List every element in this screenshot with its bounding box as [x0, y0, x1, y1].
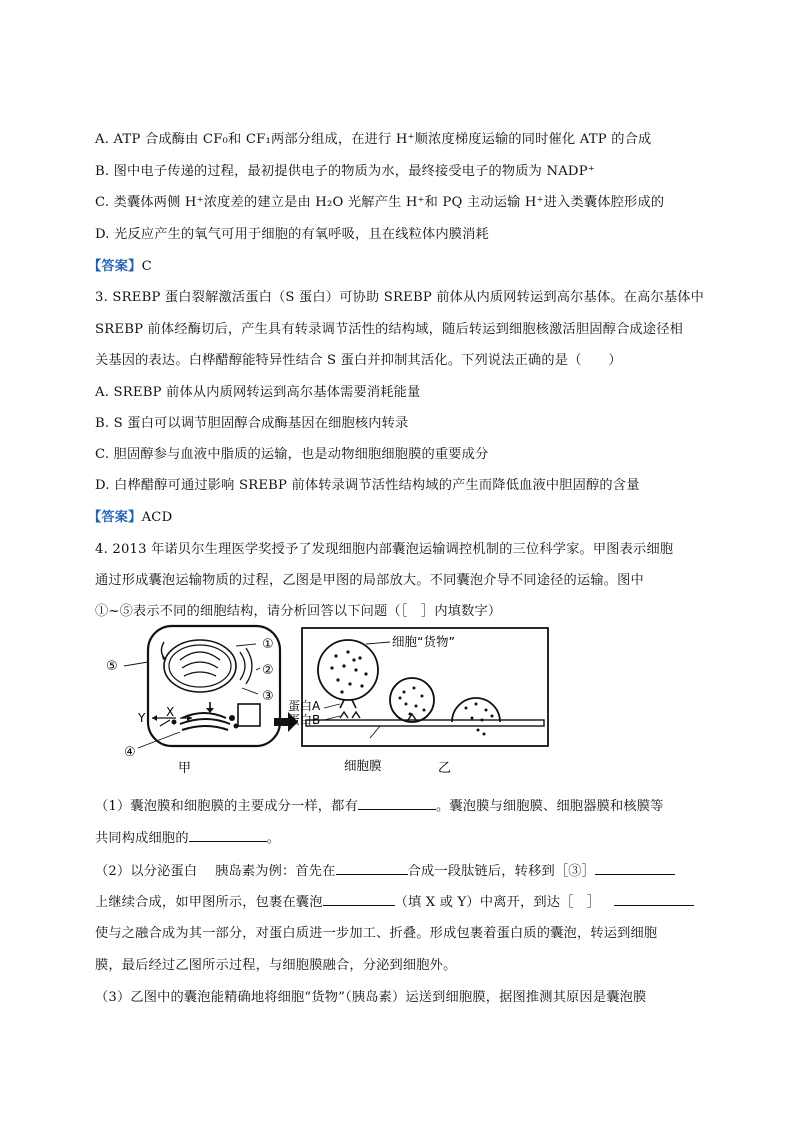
- answer-tag: 【答案】: [88, 510, 142, 525]
- text-segment: 上继续合成，如甲图所示，包裹在囊泡: [95, 895, 323, 910]
- q2-answer: [88, 255, 152, 274]
- label-y: Y: [138, 711, 146, 725]
- text-segment: （2）以分泌蛋白 胰岛素为例：首先在: [95, 864, 336, 879]
- label-yi: 乙: [438, 761, 452, 776]
- label-protein-a: 蛋白A: [288, 699, 321, 713]
- text-segment: 。: [266, 831, 281, 846]
- q3-answer: [88, 506, 172, 525]
- q4-part2-line3: 使与之融合成为其一部分，对蛋白质进一步加工、折叠。形成包裹着蛋白质的囊泡，转运到细胞: [95, 926, 658, 941]
- text-segment: （1）囊泡膜和细胞膜的主要成分一样，都有: [95, 799, 358, 814]
- q4-part2-line2: [95, 891, 694, 910]
- q2-option-b: B. 图中电子传递的过程，最初提供电子的物质为水，最终接受电子的物质为 NADP⁺: [95, 164, 595, 179]
- text-segment: （填 X 或 Y）中离开，到达［ ］: [394, 895, 601, 910]
- q3-option-d: D. 白桦醋醇可通过影响 SREBP 前体转录调节活性结构域的产生而降低血液中胆固醇的含量: [95, 478, 640, 493]
- answer-tag: 【答案】: [88, 259, 142, 274]
- q3-stem-line-2: SREBP 前体经酶切后，产生具有转录调节活性的结构域，随后转运到细胞核激活胆固醇合成途径相: [95, 322, 684, 337]
- answer-blank[interactable]: [595, 862, 675, 875]
- text-segment: 合成一段肽链后，转移到［③］: [407, 864, 596, 879]
- answer-blank[interactable]: [336, 862, 408, 875]
- label-3: ③: [262, 689, 274, 704]
- q4-stem-line-2: 通过形成囊泡运输物质的过程，乙图是甲图的局部放大。不同囊泡介导不同途径的运输。图中: [95, 573, 644, 588]
- q4-part1-line2: [95, 827, 280, 846]
- answer-blank[interactable]: [358, 797, 436, 810]
- q4-part3-line1: （3）乙图中的囊泡能精确地将细胞“货物”（胰岛素）运送到细胞膜，据图推测其原因是囊泡膜: [95, 990, 647, 1005]
- q4-stem-line-3: ①~⑤表示不同的细胞结构，请分析回答以下问题（［ ］内填数字）: [95, 604, 502, 619]
- q4-part1-line1: [95, 795, 664, 814]
- answer-value: C: [141, 259, 152, 274]
- label-5: ⑤: [106, 659, 118, 674]
- label-x: X: [166, 705, 175, 719]
- label-cargo: 细胞“货物”: [392, 634, 455, 649]
- answer-value: ACD: [141, 510, 173, 525]
- answer-blank[interactable]: [189, 829, 267, 842]
- q3-option-a: A. SREBP 前体从内质网转运到高尔基体需要消耗能量: [95, 385, 421, 400]
- label-1: ①: [262, 637, 274, 652]
- q4-part2-line4: 膜，最后经过乙图所示过程，与细胞膜融合，分泌到细胞外。: [95, 958, 457, 973]
- q3-option-b: B. S 蛋白可以调节胆固醇合成酶基因在细胞核内转录: [95, 416, 409, 431]
- text-segment: 共同构成细胞的: [95, 831, 189, 846]
- q2-option-a: A. ATP 合成酶由 CF₀和 CF₁两部分组成，在进行 H⁺顺浓度梯度运输的同时催化 ATP 的合成: [95, 132, 652, 147]
- label-2: ②: [262, 663, 274, 678]
- q3-stem-line-1: 3. SREBP 蛋白裂解激活蛋白（S 蛋白）可协助 SREBP 前体从内质网转运到高尔基体。在高尔基体中: [95, 290, 705, 305]
- text-segment: 。囊泡膜与细胞膜、细胞器膜和核膜等: [435, 799, 664, 814]
- label-4: ④: [124, 745, 136, 760]
- q2-option-d: D. 光反应产生的氧气可用于细胞的有氧呼吸，且在线粒体内膜消耗: [95, 227, 489, 242]
- vesicle-transport-diagram: [100, 622, 690, 782]
- q2-option-c: C. 类囊体两侧 H⁺浓度差的建立是由 H₂O 光解产生 H⁺和 PQ 主动运输 H⁺进入类囊体腔形成的: [95, 195, 665, 210]
- q3-stem-line-3: 关基因的表达。白桦醋醇能特异性结合 S 蛋白并抑制其活化。下列说法正确的是（ ）: [95, 353, 622, 368]
- q4-part2-line1: [95, 860, 675, 879]
- label-jia: 甲: [178, 761, 192, 776]
- cell-diagram-yi: [288, 628, 548, 776]
- q3-option-c: C. 胆固醇参与血液中脂质的运输，也是动物细胞细胞膜的重要成分: [95, 447, 489, 462]
- cell-diagram-jia: [106, 626, 280, 776]
- label-protein-b: 蛋白B: [288, 713, 321, 727]
- label-cell-membrane: 细胞膜: [344, 758, 382, 773]
- answer-blank[interactable]: [614, 893, 694, 906]
- q4-stem-line-1: 4. 2013 年诺贝尔生理医学奖授予了发现细胞内部囊泡运输调控机制的三位科学家。甲图表示细胞: [95, 542, 674, 557]
- answer-blank[interactable]: [323, 893, 395, 906]
